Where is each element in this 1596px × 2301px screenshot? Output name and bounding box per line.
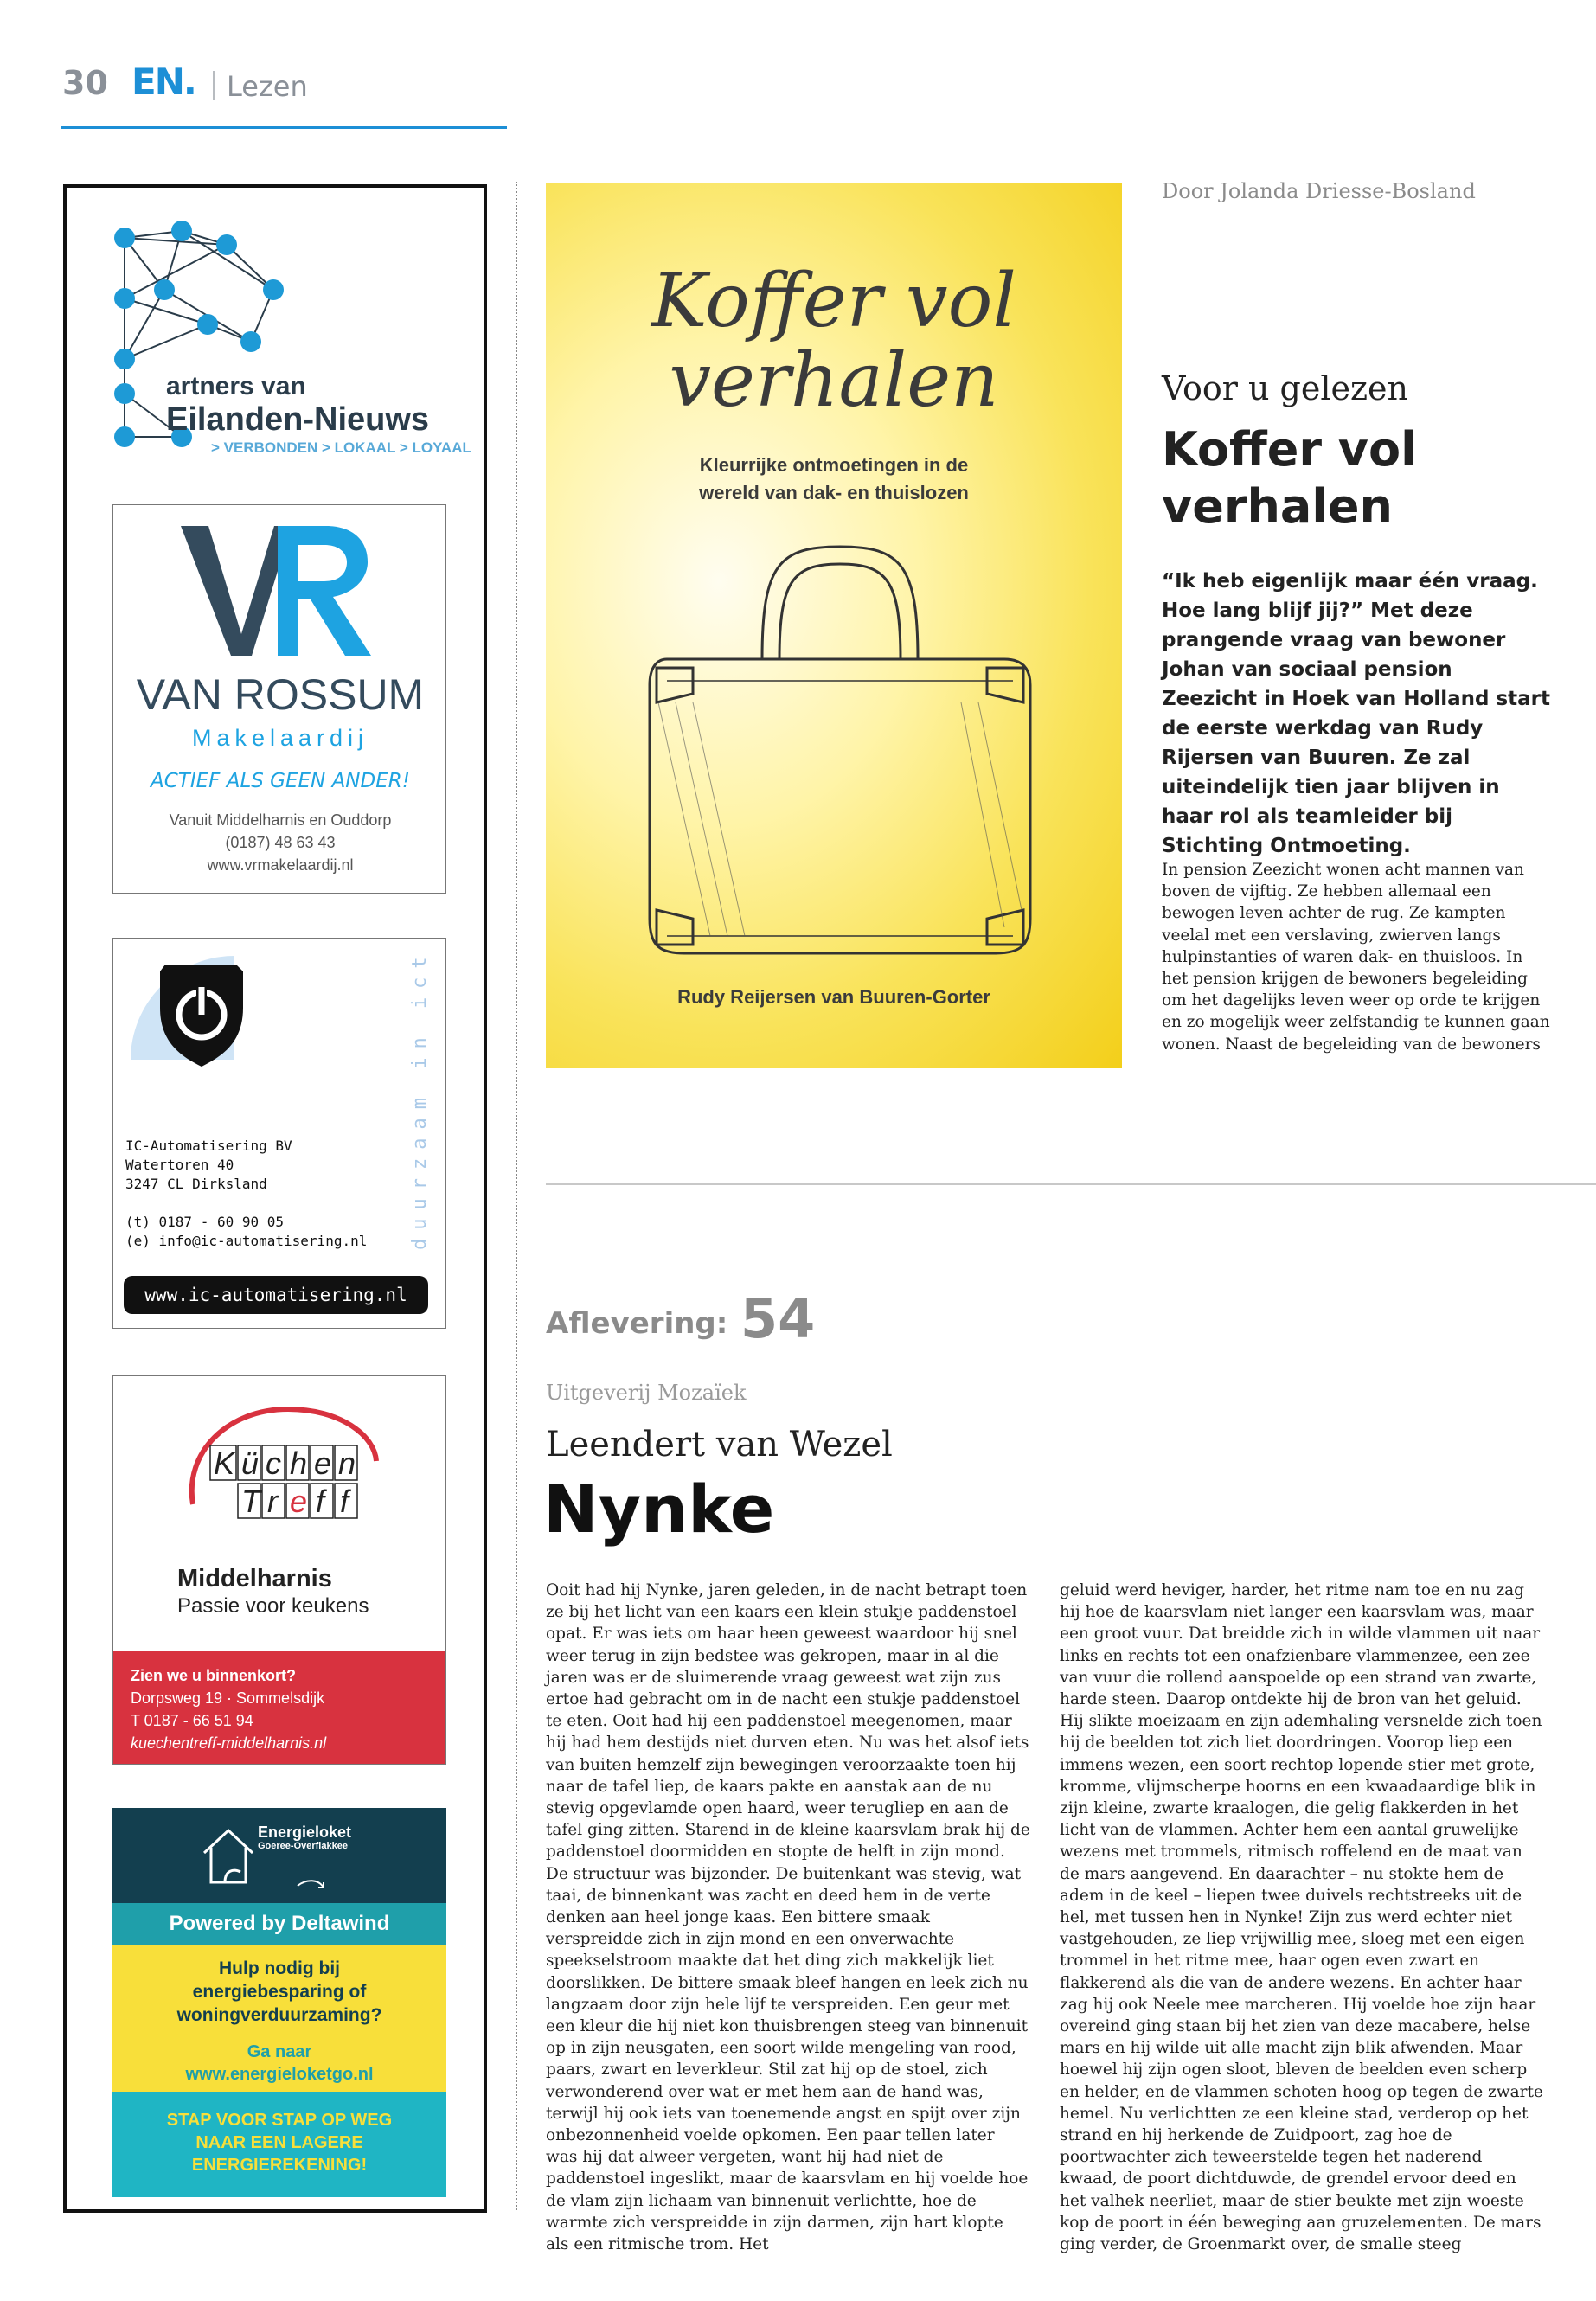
header-rule [61,126,507,129]
el-powered-by: Powered by Deltawind [112,1903,446,1945]
cover-author: Rudy Reijersen van Buuren-Gorter [677,986,990,1008]
partners-tagline: > VERBONDEN > LOKAAL > LOYAAL [211,439,471,456]
ic-website-button[interactable]: www.ic-automatisering.nl [124,1276,428,1314]
section-label[interactable]: Lezen [227,70,308,103]
el-question: Hulp nodig bij energiebesparing of woningverduurzaming? [176,1958,382,2025]
partners-title: artners van [166,372,306,401]
episode-number: 54 [740,1287,816,1350]
ic-vertical-slogan: duurzaam in ict [409,948,431,1250]
svg-text:r: r [267,1484,278,1519]
article-byline: Door Jolanda Driesse-Bosland [1162,179,1476,203]
el-slogan: STAP VOOR STAP OP WEG NAAR EEN LAGERE ENERGIEREKENING! [112,2092,446,2197]
svg-text:n: n [338,1445,356,1481]
header-divider [213,71,215,100]
el-website[interactable]: www.energieloketgo.nl [185,2065,374,2084]
el-go-to: Ga naar [247,2042,312,2061]
kuchen-treff-ad[interactable] [112,1375,446,1765]
kt-cta: Zien we u binnenkort? [131,1667,297,1684]
kt-tagline: Passie voor keukens [177,1594,369,1618]
kt-city: Middelharnis [177,1565,332,1593]
svg-text:T: T [241,1484,260,1519]
article-headline: Koffer vol verhalen [1162,422,1417,534]
van-rossum-ad[interactable] [112,504,446,894]
serial-column-1: Ooit had hij Nynke, jaren geleden, in de nacht betrapt toen ze bij het licht van een kaars een klein stukje paddenstoel opat. Er was iets om haar heen geweest waardoor hij snel weer terug in zijn bedstee was gekropen, maar in al die jaren was er de sluimerende vraag geweest wat zijn zus ertoe had gebracht om in de nacht een stukje paddenstoel te eten. Ooit had hij een paddenstoel meegenomen, maar hij had hem destijds niet durven eten. Nu was het alsof iets van buiten hemzelf zijn bewegingen veroorzaakte toen hij naar de tafel liep, de kaars pakte en aanstak aan de nu stevig opgevlamde open haard, weer terugliep en aan de tafel ging zitten. Starend in de kleine kaarsvlam brak hij de paddenstoel doormidden en stopte de helft in zijn mond. De structuur was bijzonder. De buitenkant was stevig, wat taai, de binnenkant was zacht en deed hem in de verte denken aan heel jonge kaas. Een bittere smaak verspreidde zich in zijn mond en een onverwachte speekselstroom maakte dat het ding zich makkelijk liet doorslikken. De bittere smaak bleef hangen en leek zich nu langzaam door zijn hele lijf te verspreiden. Een geur met een kleur die hij niet kon thuisbrengen steeg van binnenuit op in zijn neusgaten, een soort wilde mengeling van rood, paars, zwart en leverkleur. Stil zat hij op de stoel, zich verwonderend over wat er met hem aan de hand was, terwijl hij ook iets van toenemende angst en spijt over zijn onbezonnenheid voelde opkomen. Een paar tellen later was hij dat alweer vergeten, want hij had niet de paddenstoel ingeslikt, maar de kaarsvlam en hij voelde hoe de vlam zijn lichaam van binnenuit verlichtte, hoe de warmte zich verspreidde in zijn darmen, zijn hart klopte als een ritmische trom. Het [546,1581,1030,2254]
kt-address: Dorpsweg 19 · Sommelsdijk [131,1689,325,1707]
energieloket-ad[interactable] [112,1808,446,2197]
serial-column-2: geluid werd heviger, harder, het ritme nam toe en nu zag hij hoe de kaarsvlam niet langer een kaarsvlam was, maar een groot vuur. Dat breidde zich in wilde vlammen uit naar links en rechts tot een onafzienbare vlammenzee, een zee van vuur die rollend aanspoelde op een strand van zwarte, harde steen. Daarop ontdekte hij de bron van het geluid. Hij slikte moeizaam en zijn ademhaling versnelde zich toen hij de beelden tot zich liet doordringen. Voorop liep een immens wezen, een soort rechtop lopende stier met grote, kromme, vlijmscherpe hoorns en een kwaadaardige blik in zijn kleine, zwarte kraalogen, die gelig flakkerden in het licht van de vlammen. Achter hem een aantal gruwelijke wezens met trommels, ritmisch roffelend en de maat van de mars aangevend. En daarachter – nu stokte hem de adem in de keel – liepen twee duivels rechtstreeks uit de hel, met tussen hen in Nynke! Zijn zus werd echter niet vastgehouden, ze liep vrijwillig mee, sloeg met een eigen trommel in het ritme mee, haar ogen even zwart en flakkerend als die van de andere wezens. En achter haar zag hij ook Neele mee marcheren. Hij voelde hoe zijn haar overeind ging staan bij het zien van deze macabere, helse mars en hij wilde uit alle macht zijn blik afwenden. Maar hoewel hij zijn ogen sloot, bleven de beelden even scherp en helder, en de vlammen schoten hoog op tegen de zwarte hemel. Nu verlichtten ze een kleine stad, verderop op het strand en hij herkende de Zuidpoort, zag hoe de poortwachter zich teweerstelde tegen het naderend kwaad, de poort dichtduwde, de grendel ervoor deed en het valhek neerliet, maar de stier beukte met zijn woeste kop de poort in één beweging aan gruzelementen. De mars ging verder, de Groenmarkt over, de smalle steeg [1060,1581,1543,2254]
episode-label: Aflevering: [546,1306,728,1341]
el-brand: Energieloket [258,1823,352,1841]
kt-website[interactable]: kuechentreff-middelharnis.nl [131,1734,327,1752]
article-kicker: Voor u gelezen [1162,369,1408,407]
serial-title: Nynke [543,1471,775,1548]
svg-text:e: e [314,1445,332,1481]
kt-phone: T 0187 - 66 51 94 [131,1712,253,1729]
suitcase-sketch-icon [632,529,1039,979]
column-divider [516,182,517,2210]
ic-automatisering-ad[interactable] [112,938,446,1329]
el-header [112,1808,446,1903]
vr-locations: Vanuit Middelharnis en Ouddorp [169,811,392,829]
svg-text:e: e [290,1484,308,1519]
publication-logo[interactable]: EN. [131,61,195,103]
svg-text:f: f [340,1484,349,1519]
partners-brand: Eilanden-Nieuws [166,401,430,438]
house-plug-icon [199,1820,256,1889]
ic-street: Watertoren 40 [125,1157,234,1173]
vr-subtitle: Makelaardij [191,725,369,751]
book-cover [546,183,1122,1068]
kuchen-treff-logo [176,1400,383,1556]
vr-slogan: ACTIEF ALS GEEN ANDER! [151,770,410,792]
vr-company-name: VAN ROSSUM [136,670,425,719]
svg-text:K: K [214,1445,235,1481]
vr-logo-icon [181,517,380,664]
vr-website[interactable]: www.vrmakelaardij.nl [207,856,354,874]
power-icon [122,947,260,1103]
svg-text:f: f [316,1484,325,1519]
vr-phone: (0187) 48 63 43 [225,834,336,851]
serial-author: Leendert van Wezel [546,1425,893,1465]
serial-publisher: Uitgeverij Mozaïek [546,1381,747,1405]
page-number: 30 [62,64,108,102]
ic-email[interactable]: (e) info@ic-automatisering.nl [125,1233,368,1249]
plug-arrow-icon [294,1877,329,1903]
kt-contact-panel [113,1651,445,1764]
svg-text:c: c [266,1445,281,1481]
ic-company: IC-Automatisering BV [125,1138,292,1154]
article-intro: “Ik heb eigenlijk maar één vraag. Hoe lang blijf jij?” Met deze prangende vraag van bewoner Johan van sociaal pension Zeezicht in Hoek van Holland start de eerste werkdag van Rudy Rijersen van Buuren. Ze zal uiteindelijk tien jaar blijven in haar rol als teamleider bij Stichting Ontmoeting. [1162,570,1550,857]
cover-title: Koffer vol verhalen [651,258,1016,424]
svg-text:ü: ü [241,1445,260,1481]
el-question-panel [112,1945,446,2092]
article-body: In pension Zeezicht wonen acht mannen van boven de vijftig. Ze hebben allemaal een bewogen leven achter de rug. Ze kampten veelal met een verslaving, zwierven langs hulpinstanties of waren dak- en thuisloos. In het pension krijgen de bewoners begeleiding om het dagelijks leven weer op orde te krijgen en zo mogelijk weer zelfstandig te kunnen gaan wonen. Naast de begeleiding van de bewoners [1162,861,1550,1054]
ic-phone: (t) 0187 - 60 90 05 [125,1214,285,1230]
ic-city: 3247 CL Dirksland [125,1176,267,1192]
cover-subtitle: Kleurrijke ontmoetingen in de wereld van dak- en thuislozen [699,454,969,503]
svg-text:h: h [290,1445,308,1481]
section-rule [546,1183,1596,1185]
el-region: Goeree-Overflakkee [258,1841,348,1851]
